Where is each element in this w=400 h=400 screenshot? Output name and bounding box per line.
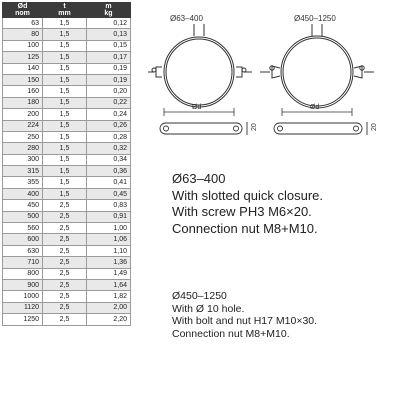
cell-diameter: 280	[3, 143, 43, 154]
table-row	[3, 268, 131, 279]
table-row	[3, 314, 131, 325]
cell-diameter: 500	[3, 211, 43, 222]
cell-thickness: 2,5	[43, 257, 87, 268]
description-large-range	[172, 290, 317, 340]
cell-diameter: 100	[3, 40, 43, 51]
table-row	[3, 154, 131, 165]
table-row	[3, 120, 131, 131]
cell-thickness: 2,5	[43, 314, 87, 325]
table-header-row	[3, 3, 131, 18]
strip-width-label-large: 20	[371, 123, 378, 131]
drawing-title-large: Ø450–1250	[294, 14, 336, 23]
cell-diameter: 900	[3, 279, 43, 290]
cell-thickness: 1,5	[43, 63, 87, 74]
cell-mass: 0,83	[87, 200, 131, 211]
cell-mass: 0,24	[87, 109, 131, 120]
table-row	[3, 188, 131, 199]
cell-thickness: 1,5	[43, 52, 87, 63]
table-row	[3, 97, 131, 108]
cell-thickness: 2,5	[43, 223, 87, 234]
table-row	[3, 302, 131, 313]
table-row	[3, 200, 131, 211]
cell-thickness: 1,5	[43, 18, 87, 29]
cell-mass: 0,41	[87, 177, 131, 188]
diameter-label-large: Ød	[310, 104, 320, 111]
cell-mass: 1,36	[87, 257, 131, 268]
desc-large-line: Ø450–1250	[172, 290, 227, 302]
cell-diameter: 1250	[3, 314, 43, 325]
clamp-ring-icon	[260, 24, 374, 108]
cell-mass: 1,82	[87, 291, 131, 302]
desc-large-line: Connection nut M8+M10.	[172, 327, 290, 340]
cell-diameter: 450	[3, 200, 43, 211]
diameter-label-small: Ød	[192, 104, 202, 111]
cell-mass: 0,19	[87, 63, 131, 74]
strip-width-label-small: 20	[251, 123, 258, 131]
cell-diameter: 200	[3, 109, 43, 120]
description-small-range	[172, 171, 323, 237]
cell-diameter: 315	[3, 166, 43, 177]
cell-diameter: 710	[3, 257, 43, 268]
table-body	[3, 18, 131, 326]
table-row	[3, 131, 131, 142]
cell-thickness: 2,5	[43, 200, 87, 211]
desc-large-line: With bolt and nut H17 M10×30.	[172, 315, 318, 327]
table-row	[3, 40, 131, 51]
table-row	[3, 63, 131, 74]
cell-thickness: 1,5	[43, 40, 87, 51]
table-row	[3, 143, 131, 154]
cell-mass: 0,32	[87, 143, 131, 154]
table-row	[3, 86, 131, 97]
table-row	[3, 245, 131, 256]
table-row	[3, 52, 131, 63]
cell-thickness: 2,5	[43, 234, 87, 245]
cell-diameter: 355	[3, 177, 43, 188]
cell-thickness: 2,5	[43, 245, 87, 256]
clamp-ring-icon	[148, 24, 252, 107]
table-row	[3, 74, 131, 85]
header-diameter: Ød nom	[3, 3, 43, 18]
cell-thickness: 2,5	[43, 279, 87, 290]
cell-diameter: 150	[3, 74, 43, 85]
cell-diameter: 1000	[3, 291, 43, 302]
clamp-drawing-large	[258, 10, 383, 145]
cell-diameter: 1120	[3, 302, 43, 313]
table-row	[3, 109, 131, 120]
spec-table	[2, 2, 131, 326]
cell-mass: 0,13	[87, 29, 131, 40]
table-row	[3, 166, 131, 177]
cell-mass: 0,17	[87, 52, 131, 63]
cell-thickness: 1,5	[43, 154, 87, 165]
table-row	[3, 18, 131, 29]
cell-mass: 0,20	[87, 86, 131, 97]
table-row	[3, 177, 131, 188]
cell-mass: 2,00	[87, 302, 131, 313]
cell-thickness: 1,5	[43, 188, 87, 199]
cell-thickness: 1,5	[43, 29, 87, 40]
table-row	[3, 29, 131, 40]
cell-thickness: 1,5	[43, 166, 87, 177]
desc-large-line: With Ø 10 hole.	[172, 302, 245, 315]
cell-mass: 0,28	[87, 131, 131, 142]
cell-mass: 1,49	[87, 268, 131, 279]
desc-small-line: Ø63–400	[172, 171, 226, 186]
cell-thickness: 1,5	[43, 131, 87, 142]
cell-thickness: 2,5	[43, 291, 87, 302]
cell-diameter: 560	[3, 223, 43, 234]
cell-mass: 0,34	[87, 154, 131, 165]
clamp-strip-icon	[274, 122, 367, 135]
cell-mass: 1,00	[87, 223, 131, 234]
cell-thickness: 2,5	[43, 268, 87, 279]
cell-thickness: 2,5	[43, 302, 87, 313]
header-mass: m kg	[87, 3, 131, 18]
desc-small-line: Connection nut M8+M10.	[172, 220, 318, 236]
cell-diameter: 80	[3, 29, 43, 40]
cell-diameter: 630	[3, 245, 43, 256]
cell-diameter: 600	[3, 234, 43, 245]
cell-diameter: 140	[3, 63, 43, 74]
cell-thickness: 1,5	[43, 120, 87, 131]
cell-mass: 0,26	[87, 120, 131, 131]
cell-diameter: 800	[3, 268, 43, 279]
cell-mass: 1,64	[87, 279, 131, 290]
cell-diameter: 63	[3, 18, 43, 29]
cell-mass: 0,12	[87, 18, 131, 29]
cell-thickness: 1,5	[43, 177, 87, 188]
table-row	[3, 234, 131, 245]
drawing-title-small: Ø63–400	[170, 14, 203, 23]
table-row	[3, 257, 131, 268]
cell-thickness: 1,5	[43, 97, 87, 108]
cell-diameter: 250	[3, 131, 43, 142]
cell-mass: 0,36	[87, 166, 131, 177]
table-row	[3, 223, 131, 234]
cell-thickness: 1,5	[43, 86, 87, 97]
cell-thickness: 2,5	[43, 211, 87, 222]
cell-thickness: 1,5	[43, 109, 87, 120]
clamp-strip-icon	[160, 122, 247, 135]
cell-mass: 2,20	[87, 314, 131, 325]
cell-mass: 0,22	[87, 97, 131, 108]
table-row	[3, 279, 131, 290]
table-row	[3, 211, 131, 222]
table-row	[3, 291, 131, 302]
desc-small-line: With screw PH3 M6×20.	[172, 204, 312, 219]
cell-mass: 0,45	[87, 188, 131, 199]
cell-mass: 1,10	[87, 245, 131, 256]
cell-diameter: 180	[3, 97, 43, 108]
cell-mass: 1,06	[87, 234, 131, 245]
cell-diameter: 125	[3, 52, 43, 63]
cell-diameter: 160	[3, 86, 43, 97]
cell-thickness: 1,5	[43, 74, 87, 85]
cell-mass: 0,19	[87, 74, 131, 85]
cell-diameter: 400	[3, 188, 43, 199]
desc-small-line: With slotted quick closure.	[172, 187, 324, 203]
clamp-drawing-small	[148, 10, 258, 145]
cell-thickness: 1,5	[43, 143, 87, 154]
header-thickness: t mm	[43, 3, 87, 18]
cell-diameter: 300	[3, 154, 43, 165]
cell-diameter: 224	[3, 120, 43, 131]
cell-mass: 0,91	[87, 211, 131, 222]
cell-mass: 0,15	[87, 40, 131, 51]
